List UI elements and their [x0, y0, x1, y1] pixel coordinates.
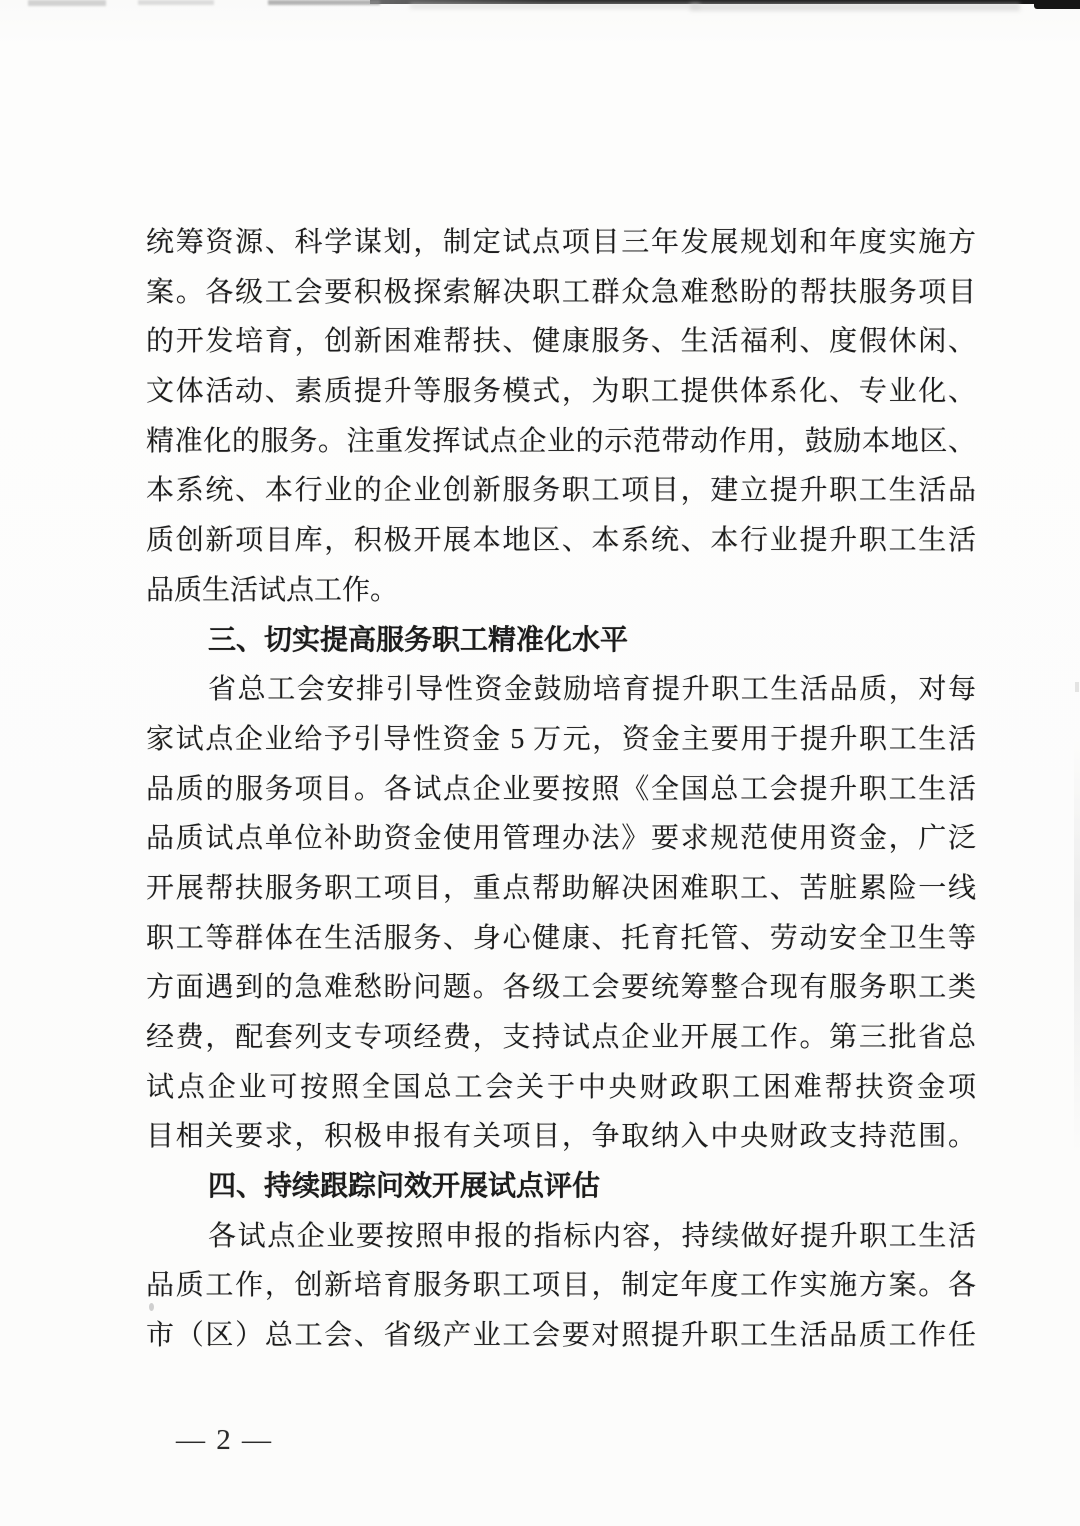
text-line: 的开发培育，创新困难帮扶、健康服务、生活福利、度假休闲、 [146, 326, 976, 358]
page-number: — 2 — [176, 1424, 273, 1456]
text-line: 案。各级工会要积极探索解决职工群众急难愁盼的帮扶服务项目 [146, 276, 976, 308]
text-line: 文体活动、素质提升等服务模式，为职工提供体系化、专业化、 [146, 376, 976, 408]
scan-artifact-speck [1075, 682, 1079, 692]
text-line: 开展帮扶服务职工项目，重点帮助解决困难职工、苦脏累险一线 [146, 872, 976, 904]
text-line: 职工等群体在生活服务、身心健康、托育托管、劳动安全卫生等 [146, 922, 976, 954]
text-line: 本系统、本行业的企业创新服务职工项目，建立提升职工生活品 [146, 475, 976, 507]
text-line: 目相关要求，积极申报有关项目，争取纳入中央财政支持范围。 [146, 1121, 976, 1153]
text-line: 精准化的服务。注重发挥试点企业的示范带动作用，鼓励本地区、 [146, 425, 976, 457]
text-line: 统筹资源、科学谋划，制定试点项目三年发展规划和年度实施方 [146, 227, 976, 258]
text-line: 家试点企业给予引导性资金 5 万元，资金主要用于提升职工生活 [146, 723, 976, 755]
scan-artifact-smudge [138, 0, 214, 5]
scan-artifact-smudge [268, 0, 380, 5]
text-line: 品质工作，创新培育服务职工项目，制定年度工作实施方案。各 [146, 1270, 976, 1302]
text-line: 品质生活试点工作。 [146, 574, 399, 606]
text-line: 品质的服务项目。各试点企业要按照《全国总工会提升职工生活 [146, 773, 976, 805]
scan-artifact-top-corner [1034, 0, 1080, 9]
document-body [146, 218, 976, 1361]
text-line: 质创新项目库，积极开展本地区、本系统、本行业提升职工生活 [146, 525, 976, 557]
text-line: 各试点企业要按照申报的指标内容，持续做好提升职工生活 [208, 1220, 976, 1252]
section-heading-four: 四、持续跟踪问效开展试点评估 [208, 1171, 601, 1203]
text-line: 省总工会安排引导性资金鼓励培育提升职工生活品质，对每 [208, 674, 976, 706]
text-line: 市（区）总工会、省级产业工会要对照提升职工生活品质工作任 [146, 1320, 976, 1352]
scan-artifact-right-edge [1074, 740, 1080, 1160]
text-line: 方面遇到的急难愁盼问题。各级工会要统筹整合现有服务职工类 [146, 972, 976, 1004]
scan-artifact-smear [690, 3, 1020, 11]
text-line: 经费，配套列支专项经费，支持试点企业开展工作。第三批省总 [146, 1022, 976, 1053]
text-line: 试点企业可按照全国总工会关于中央财政职工困难帮扶资金项 [146, 1071, 976, 1103]
section-heading-three: 三、切实提高服务职工精准化水平 [208, 624, 629, 656]
text-line: 品质试点单位补助资金使用管理办法》要求规范使用资金，广泛 [146, 823, 976, 855]
scan-artifact-smear [410, 3, 700, 9]
scan-artifact-smudge [28, 0, 106, 6]
